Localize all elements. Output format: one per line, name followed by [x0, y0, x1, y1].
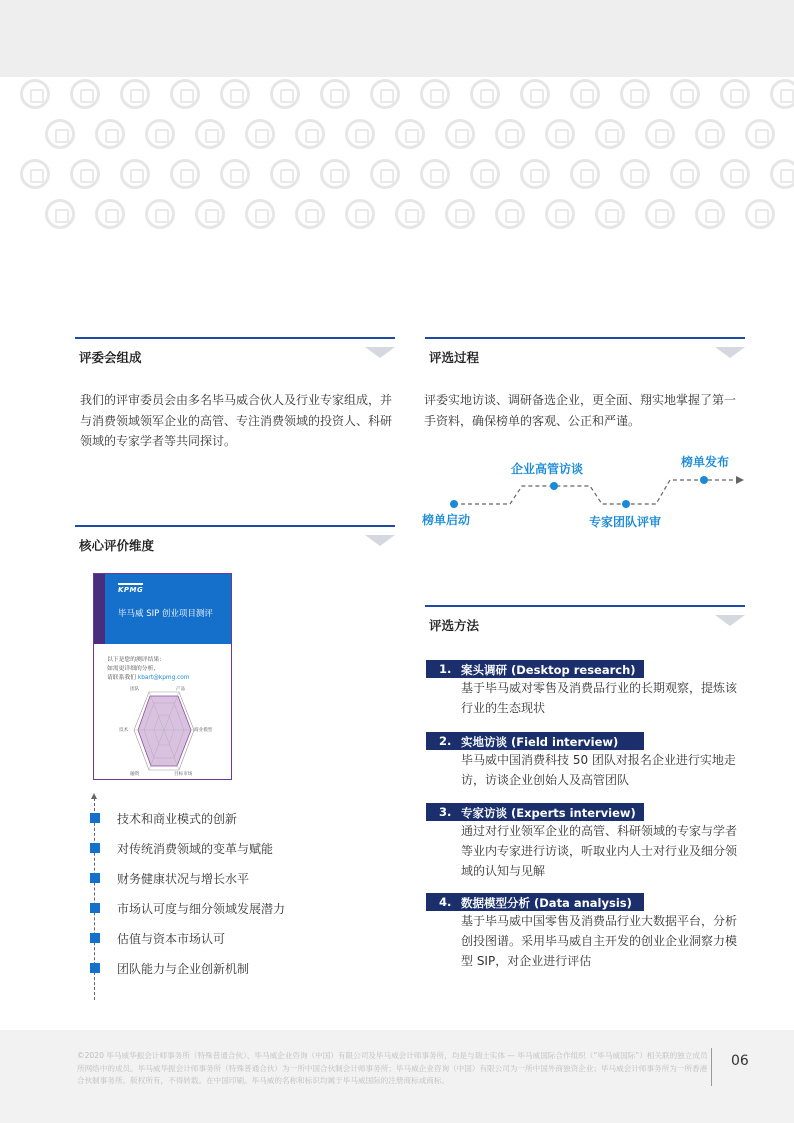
watermark-logo-icon: [70, 79, 100, 109]
watermark-logo-icon: [220, 159, 250, 189]
watermark-logo-icon: [620, 79, 650, 109]
flow-step-review: 专家团队评审: [589, 515, 662, 529]
flow-dot-interview: [550, 482, 558, 490]
watermark-logo-icon: [445, 199, 475, 229]
watermark-logo-icon: [170, 159, 200, 189]
watermark-logo-icon: [95, 199, 125, 229]
method-description: 毕马威中国消费科技 50 团队对报名企业进行实地走访，访谈企业创始人及高管团队: [461, 753, 736, 787]
watermark-logo-icon: [720, 159, 750, 189]
watermark-logo-icon: [20, 79, 50, 109]
watermark-logo-icon: [120, 159, 150, 189]
header-rule: [425, 337, 745, 339]
methods-title: 评选方法: [429, 618, 480, 633]
committee-body: 我们的评审委员会由多名毕马威合伙人及行业专家组成，并与消费领域领军企业的高管、专注消费领域的投资人、科研领域的专家学者等共同探讨。: [80, 393, 393, 448]
watermark-logo-icon: [20, 159, 50, 189]
kpmg-logo: KPMG: [118, 583, 143, 594]
square-bullet-icon: [90, 813, 100, 823]
radar-label-product: 产品: [176, 687, 186, 692]
flow-dot-review: [622, 500, 630, 508]
radar-label-financing: 融资: [130, 772, 140, 777]
watermark-logo-icon: [545, 119, 575, 149]
top-band: [0, 0, 794, 77]
watermark-logo-icon: [420, 159, 450, 189]
flow-dot-release: [700, 476, 708, 484]
watermark-logo-icon: [645, 119, 675, 149]
card-line: 如需更详细的分析，: [107, 666, 160, 672]
watermark-logo-icon: [670, 79, 700, 109]
watermark-logo-icon: [245, 119, 275, 149]
triangle-icon: [715, 347, 745, 358]
method-description: 基于毕马威对零售及消费品行业的长期观察，提炼该行业的生态现状: [461, 681, 738, 715]
method-number: 2.: [439, 734, 452, 748]
method-number: 4.: [439, 895, 452, 909]
watermark-logo-icon: [470, 159, 500, 189]
watermark-logo-icon: [495, 199, 525, 229]
process-header: [425, 337, 745, 365]
flow-dot-start: [450, 500, 458, 508]
watermark-logo-icon: [420, 79, 450, 109]
method-description: 通过对行业领军企业的高管、科研领域的专家与学者等业内专家进行访谈，听取业内人士对行业及细分领域的认知与见解: [461, 824, 738, 878]
triangle-icon: [715, 615, 745, 626]
watermark-logo-icon: [595, 199, 625, 229]
watermark-logo-icon: [295, 199, 325, 229]
method-label: 专家访谈 (Experts interview): [461, 806, 636, 820]
method-bar: [426, 803, 644, 821]
watermark-logo-icon: [370, 159, 400, 189]
watermark-logo-icon: [770, 159, 794, 189]
card-banner: [94, 574, 231, 644]
watermark-logo-icon: [145, 119, 175, 149]
committee-header: [75, 337, 395, 365]
flow-step-start: 榜单启动: [422, 513, 471, 527]
watermark-logo-icon: [745, 199, 775, 229]
watermark-logo-icon: [720, 79, 750, 109]
dimension-label: 团队能力与企业创新机制: [117, 962, 250, 976]
method-label: 实地访谈 (Field interview): [461, 735, 619, 749]
watermark-logo-icon: [545, 199, 575, 229]
square-bullet-icon: [90, 933, 100, 943]
radar-label-business-model: 商业模型: [194, 728, 213, 733]
process-body: 评委实地访谈、调研备选企业，更全面、翔实地掌握了第一手资料，确保榜单的客观、公正和严谨。: [424, 393, 737, 428]
watermark-logo-icon: [745, 119, 775, 149]
square-bullet-icon: [90, 903, 100, 913]
dimension-label: 财务健康状况与增长水平: [117, 872, 250, 886]
flow-step-release: 榜单发布: [681, 455, 730, 469]
triangle-icon: [365, 535, 395, 546]
dimensions-title: 核心评价维度: [79, 538, 155, 553]
watermark-logo-icon: [770, 79, 794, 109]
watermark-logo-icon: [295, 119, 325, 149]
watermark-logo-icon: [320, 79, 350, 109]
header-rule: [75, 337, 395, 339]
watermark-logo-icon: [370, 79, 400, 109]
dimension-label: 估值与资本市场认可: [117, 932, 226, 946]
sip-report-card: [93, 573, 232, 780]
watermark-logo-icon: [695, 199, 725, 229]
header-rule: [75, 525, 395, 527]
watermark-logo-icon: [170, 79, 200, 109]
card-stripe: [94, 574, 105, 644]
card-line: 以下是您的测评结果：: [107, 657, 165, 663]
watermark-logo-icon: [670, 159, 700, 189]
watermark-logo-icon: [470, 79, 500, 109]
dimension-label: 市场认可度与细分领域发展潜力: [117, 902, 286, 916]
card-title: 毕马威 SIP 创业项目测评: [118, 609, 213, 619]
radar-label-tech: 技术: [119, 728, 129, 733]
card-email-link[interactable]: kbart@kpmg.com: [137, 675, 190, 681]
flow-arrow-icon: [736, 476, 744, 484]
card-contact-prefix: 请联系我们: [107, 675, 136, 681]
method-label: 数据模型分析 (Data analysis): [461, 896, 632, 910]
method-number: 1.: [439, 662, 452, 676]
watermark-logo-icon: [570, 159, 600, 189]
flow-step-interview: 企业高管访谈: [511, 462, 584, 476]
footer-copyright: ©2020 毕马威华振会计师事务所（特殊普通合伙）、毕马威企业咨询（中国）有限公司及毕马威会计师事务所，均是与瑞士实体 — 毕马威国际合作组织（“毕马威国际”）相关联的独立成员所网络中的成员。毕马威华振会计师事务所（特殊普通合伙）为一所中国合伙制会计师事务所；毕马威企业咨询（中国）有限公司为一所中国外商独资企业；毕马威会计师事务所为一所香港合伙制事务所。版权所有，不得转载。在中国印刷。毕马威的名称和标识均属于毕马威国际的注册商标或商标。: [77, 1051, 708, 1085]
triangle-icon: [365, 347, 395, 358]
watermark-logo-icon: [695, 119, 725, 149]
process-title: 评选过程: [429, 350, 480, 365]
watermark-logo-icon: [45, 119, 75, 149]
watermark-logo-icon: [195, 199, 225, 229]
watermark-logo-icon: [70, 159, 100, 189]
watermark-logo-icon: [120, 79, 150, 109]
watermark-logo-icon: [395, 119, 425, 149]
method-description: 基于毕马威中国零售及消费品行业大数据平台，分析创投图谱。采用毕马威自主开发的创业企业洞察力模型 SIP，对企业进行评估: [461, 914, 738, 968]
watermark-logo-icon: [95, 119, 125, 149]
radar-chart: [102, 688, 226, 780]
radar-label-target-market: 目标市场: [174, 772, 193, 777]
watermark-logo-icon: [245, 199, 275, 229]
method-label: 案头调研 (Desktop research): [461, 663, 636, 677]
footer-divider: [711, 1048, 712, 1086]
watermark-logo-icon: [595, 119, 625, 149]
method-bar: [426, 660, 644, 678]
watermark-logo-icon: [195, 119, 225, 149]
watermark-logo-icon: [45, 199, 75, 229]
dimension-label: 技术和商业模式的创新: [117, 812, 238, 826]
watermark-logo-icon: [395, 199, 425, 229]
square-bullet-icon: [90, 873, 100, 883]
page-number: 06: [731, 1053, 749, 1069]
watermark-logo-icon: [320, 159, 350, 189]
committee-title: 评委会组成: [79, 350, 142, 365]
watermark-logo-icon: [570, 79, 600, 109]
watermark-logo-icon: [345, 199, 375, 229]
watermark-logo-icon: [620, 159, 650, 189]
card-contact-line: [107, 674, 231, 683]
flow-line: [454, 480, 740, 504]
watermark-logo-icon: [220, 79, 250, 109]
methods-header: [425, 605, 745, 633]
watermark-logo-icon: [495, 119, 525, 149]
square-bullet-icon: [90, 843, 100, 853]
watermark-logo-icon: [445, 119, 475, 149]
dimensions-header: [75, 525, 395, 553]
watermark-logo-icon: [270, 79, 300, 109]
watermark-logo-icon: [145, 199, 175, 229]
radar-label-team: 团队: [130, 687, 140, 692]
method-bar: [426, 893, 644, 911]
watermark-pattern: [0, 77, 794, 240]
watermark-logo-icon: [520, 79, 550, 109]
method-number: 3.: [439, 805, 452, 819]
square-bullet-icon: [90, 963, 100, 973]
method-bar: [426, 732, 644, 750]
dimension-label: 对传统消费领域的变革与赋能: [117, 842, 274, 856]
watermark-logo-icon: [270, 159, 300, 189]
header-rule: [425, 605, 745, 607]
watermark-logo-icon: [645, 199, 675, 229]
watermark-logo-icon: [345, 119, 375, 149]
watermark-logo-icon: [520, 159, 550, 189]
